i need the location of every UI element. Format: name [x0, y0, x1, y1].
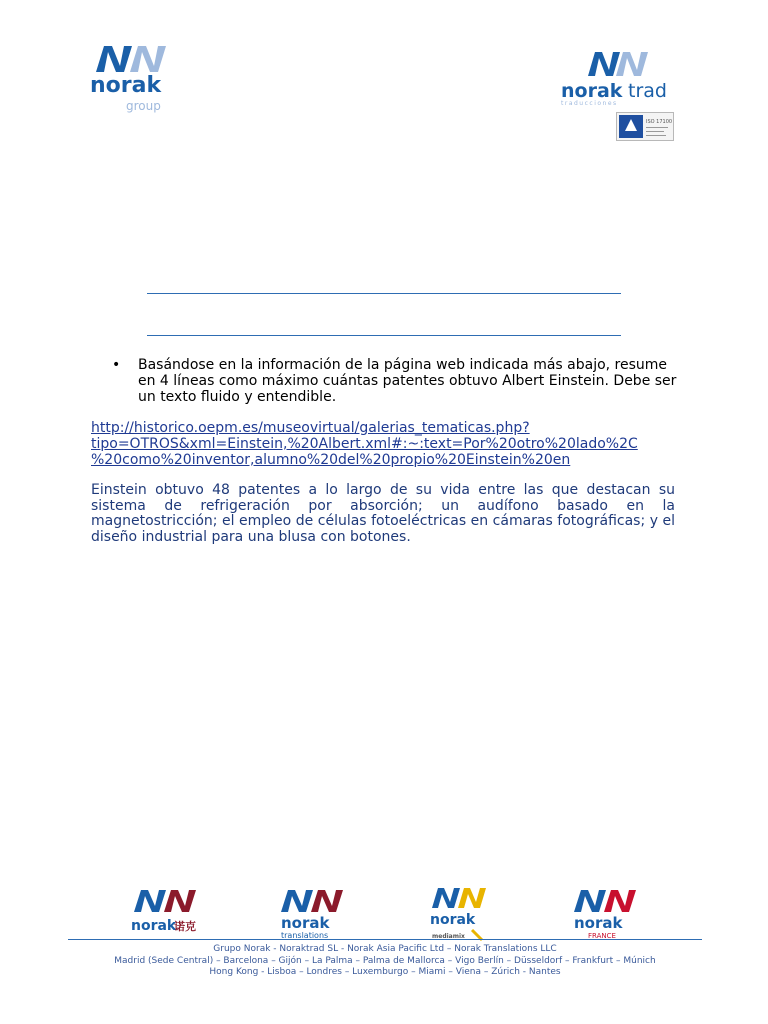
footer-companies: Grupo Norak - Noraktrad SL - Norak Asia Pacific Ltd – Norak Translations LLC	[213, 944, 557, 954]
norak-translations-logo-icon	[275, 882, 355, 944]
svg-text:norak: norak	[561, 80, 623, 102]
instruction-text: Basándose en la información de la página web indicada más abajo, resume en 4 líneas como máximo cuántas patentes obtuvo Albert Einstein. Debe ser un texto fluido y entendible.	[138, 357, 677, 405]
divider-line	[147, 293, 621, 294]
svg-text:trad: trad	[628, 80, 667, 102]
footer-divider	[68, 939, 702, 940]
noraktrad-logo-icon	[558, 48, 678, 108]
svg-text:FRANCE: FRANCE	[588, 932, 616, 940]
svg-text:norak: norak	[131, 918, 177, 934]
svg-text:mediamix: mediamix	[432, 933, 465, 940]
answer-paragraph: Einstein obtuvo 48 patentes a lo largo de su vida entre las que destacan su sistema de refrigeración por absorción; un audífono basado en la magnetostricción; el empleo de células fotoeléctricas en cámaras fotográficas; y el diseño industrial para una blusa con botones.	[91, 482, 675, 545]
norak-france-logo-icon	[566, 882, 646, 944]
svg-text:group: group	[126, 99, 161, 113]
svg-text:诺克: 诺克	[174, 920, 196, 933]
norak-group-logo-icon	[90, 40, 180, 115]
norak-mediamix-logo-icon	[420, 882, 500, 944]
norak-asia-logo-icon	[128, 882, 208, 944]
divider-line	[147, 335, 621, 336]
source-link[interactable]	[91, 420, 681, 468]
link-line[interactable]: %20como%20inventor,alumno%20del%20propio%20Einstein%20en	[91, 452, 571, 468]
svg-text:traducciones: traducciones	[561, 100, 618, 107]
link-line[interactable]: http://historico.oepm.es/museovirtual/galerias_tematicas.php?	[91, 420, 530, 436]
svg-text:norak: norak	[430, 912, 476, 928]
svg-text:norak: norak	[281, 914, 330, 932]
svg-text:norak: norak	[574, 914, 623, 932]
footer-cities: Hong Kong - Lisboa – Londres – Luxemburgo – Miami – Viena – Zúrich - Nantes	[209, 967, 561, 977]
link-line[interactable]: tipo=OTROS&xml=Einstein,%20Albert.xml#:~:text=Por%20otro%20lado%2C	[91, 436, 638, 452]
svg-text:translations: translations	[281, 931, 329, 940]
instruction-bullet	[112, 357, 678, 405]
svg-text:norak: norak	[90, 73, 162, 98]
svg-text:ISO 17100: ISO 17100	[646, 119, 673, 125]
footer-cities: Madrid (Sede Central) – Barcelona – Gijón – La Palma – Palma de Mallorca – Vigo Berlín – Düsseldorf – Frankfurt – Múnich	[114, 955, 656, 966]
footer-text	[68, 944, 702, 979]
certification-badge-icon	[616, 112, 674, 141]
bullet-icon: •	[112, 357, 121, 373]
